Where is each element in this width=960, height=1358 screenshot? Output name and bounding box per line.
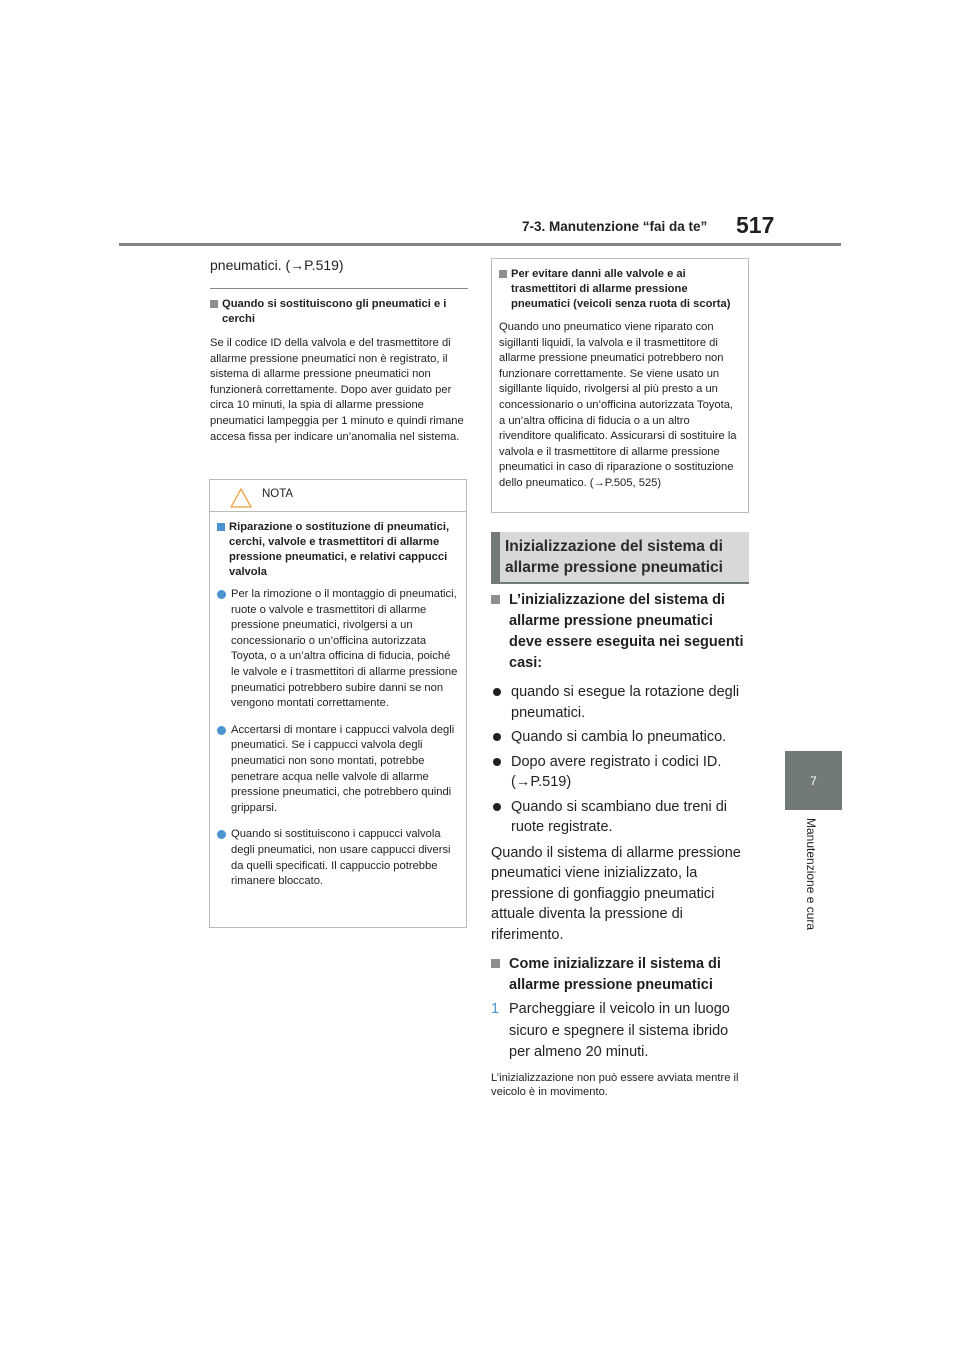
replace-heading <box>210 297 468 327</box>
init-bullet-text: Quando si cambia lo pneumatico. <box>511 729 727 745</box>
init-heading <box>491 590 749 674</box>
square-bullet-icon <box>210 300 218 308</box>
left-rule <box>210 288 468 289</box>
chapter-tab <box>785 751 842 810</box>
nota-bullet <box>217 723 461 817</box>
nota-heading <box>217 520 461 580</box>
chapter-label: Manutenzione e cura <box>804 818 818 931</box>
nota-header <box>210 480 466 511</box>
step-note: L’inizializzazione non può essere avviata mentre il veicolo è in movimento. <box>491 1071 739 1098</box>
square-bullet-icon <box>217 523 225 531</box>
step-number: 1 <box>491 1001 500 1017</box>
valve-damage-heading <box>499 267 741 312</box>
nota-bullet-text: Quando si sostituiscono i cappucci valvola degli pneumatici, non usare cappucci diversi da quelli specificati. Il cappuccio potrebbe rimanere bloccato. <box>231 828 451 888</box>
round-bullet-icon <box>217 590 226 599</box>
init-bullet <box>491 682 749 723</box>
section-title-bar <box>491 532 500 582</box>
valve-damage-heading-text: Per evitare danni alle valvole e ai trasmettitori di allarme pressione pneumatici (veicoli senza ruota di scorta) <box>511 268 731 310</box>
nota-bullet <box>217 827 461 889</box>
section-title-band <box>491 532 749 582</box>
nota-rule <box>210 511 466 512</box>
round-bullet-icon <box>217 726 226 735</box>
running-header-section: 7-3. Manutenzione “fai da te” <box>522 219 708 234</box>
nota-heading-text: Riparazione o sostituzione di pneumatici, cerchi, valvole e trasmettitori di allarme pressione pneumatici, e relativi cappucci valvola <box>229 521 450 578</box>
init-bullet-text: Dopo avere registrato i codici ID. (→P.519) <box>511 753 722 790</box>
round-bullet-icon <box>493 803 501 811</box>
warning-triangle-icon <box>230 488 252 508</box>
nota-bullet-text: Per la rimozione o il montaggio di pneumatici, ruote o valvole e trasmettitori di allarme pressione pneumatici, rivolgersi a un concessionario o un’officina autorizzata Toyota, o a un’altra officina di fiducia, poiché le valvole e i trasmettitori di allarme pressione pneumatici potrebbero subire danni se non vengono montati correttamente. <box>231 588 458 710</box>
round-bullet-icon <box>493 688 501 696</box>
init-bullet-text: quando si esegue la rotazione degli pneumatici. <box>511 684 740 721</box>
nota-bullet-text: Accertarsi di montare i cappucci valvola degli pneumatici. Se i cappucci valvola degli pneumatici non sono montati, potrebbe penetrare acqua nelle valvole di allarme pressione pneumatici, che potrebbero quindi gripparsi. <box>231 723 455 814</box>
chapter-number: 7 <box>810 773 817 788</box>
init-bullet <box>491 752 749 793</box>
step-item <box>491 999 749 1064</box>
replace-section <box>210 297 468 445</box>
nota-content <box>217 520 461 890</box>
nota-title: NOTA <box>262 488 294 500</box>
nota-box <box>209 479 467 928</box>
round-bullet-icon <box>217 830 226 839</box>
init-bullet-text: Quando si scambiano due treni di ruote registrate. <box>511 798 728 835</box>
intro-text: pneumatici. (→P.519) <box>210 257 344 273</box>
replace-heading-text: Quando si sostituiscono gli pneumatici e i cerchi <box>222 298 447 325</box>
round-bullet-icon <box>493 758 501 766</box>
section-title: Inizializzazione del sistema di allarme pressione pneumatici <box>505 538 723 576</box>
square-bullet-icon <box>491 595 500 604</box>
init-heading-text: L’inizializzazione del sistema di allarme pressione pneumatici deve essere eseguita nei seguenti casi: <box>509 592 744 671</box>
page-number: 517 <box>736 212 775 238</box>
section-title-rule <box>491 582 749 584</box>
valve-damage-box <box>491 258 749 513</box>
init-section <box>491 590 749 1100</box>
init-paragraph: Quando il sistema di allarme pressione pneumatici viene inizializzato, la pressione di gonfiaggio pneumatici attuale diventa la pressione di riferimento. <box>491 844 741 943</box>
step-text: Parcheggiare il veicolo in un luogo sicuro e spegnere il sistema ibrido per almeno 20 minuti. <box>509 1001 730 1060</box>
square-bullet-icon <box>491 959 500 968</box>
init-bullet <box>491 797 749 838</box>
valve-damage-body: Quando uno pneumatico viene riparato con sigillanti liquidi, la valvola e il trasmettitore di allarme pressione pneumatici potrebbero non funzionare correttamente. Se viene usato un sigillante liquido, rivolgersi al più presto a un concessionario o un’officina autorizzata Toyota, a un’altra officina di fiducia o a un altro rivenditore qualificato. Assicurarsi di sostituire la valvola e il trasmettitore di allarme pressione pneumatici in caso di riparazione o sostituzione dello pneumatico. (→P.505, 525) <box>499 321 737 489</box>
nota-bullet <box>217 587 461 712</box>
how-heading-text: Come inizializzare il sistema di allarme pressione pneumatici <box>509 956 721 993</box>
header-rule <box>119 243 841 246</box>
square-bullet-icon <box>499 270 507 278</box>
how-heading <box>491 954 749 996</box>
init-bullet <box>491 727 749 748</box>
round-bullet-icon <box>493 733 501 741</box>
replace-body: Se il codice ID della valvola e del trasmettitore di allarme pressione pneumatici non è registrato, il sistema di allarme pressione pneumatici non funzionerà correttamente. Dopo aver guidato per circa 10 minuti, la spia di allarme pressione pneumatici lampeggia per 1 minuto e quindi rimane accesa fissa per indicare un’anomalia nel sistema. <box>210 337 464 443</box>
